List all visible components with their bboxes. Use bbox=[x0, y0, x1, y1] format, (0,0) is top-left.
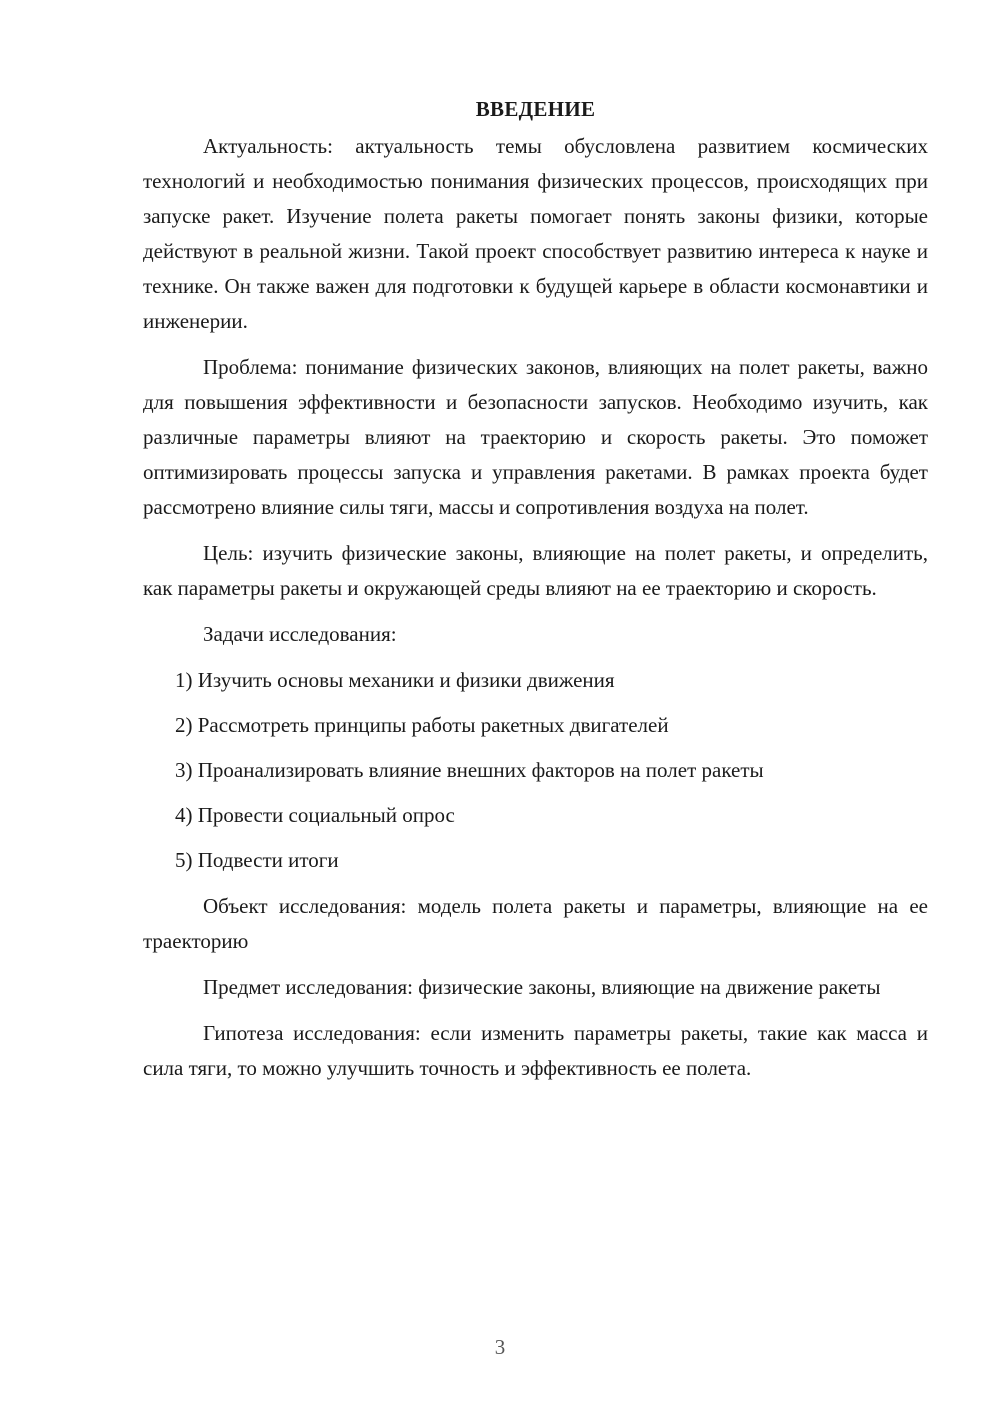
task-item-4: 4) Провести социальный опрос bbox=[175, 803, 455, 827]
task-item-3: 3) Проанализировать влияние внешних факторов на полет ракеты bbox=[175, 758, 764, 782]
task-item-5: 5) Подвести итоги bbox=[175, 848, 339, 872]
subject-paragraph: Предмет исследования: физические законы, влияющие на движение ракеты bbox=[203, 975, 881, 999]
page-title: ВВЕДЕНИЕ bbox=[475, 97, 596, 121]
tasks-list bbox=[143, 663, 928, 878]
page-content bbox=[143, 92, 928, 1097]
task-item-2: 2) Рассмотреть принципы работы ракетных двигателей bbox=[175, 713, 669, 737]
problem-paragraph: Проблема: понимание физических законов, влияющих на полет ракеты, важно для повышения эффективности и безопасности запусков. Необходимо изучить, как различные параметры влияют на траекторию и скорость ракеты. Это поможет оптимизировать процессы запуска и управления ракетами. В рамках проекта будет рассмотрено влияние силы тяги, массы и сопротивления воздуха на полет. bbox=[143, 355, 928, 519]
goal-paragraph: Цель: изучить физические законы, влияющие на полет ракеты, и определить, как параметры ракеты и окружающей среды влияют на ее траекторию и скорость. bbox=[143, 541, 928, 600]
relevance-paragraph: Актуальность: актуальность темы обусловлена развитием космических технологий и необходимостью понимания физических процессов, происходящих при запуске ракет. Изучение полета ракеты помогает понять законы физики, которые действуют в реальной жизни. Такой проект способствует развитию интереса к науке и технике. Он также важен для подготовки к будущей карьере в области космонавтики и инженерии. bbox=[143, 134, 928, 333]
page-number: 3 bbox=[494, 1335, 506, 1359]
tasks-heading: Задачи исследования: bbox=[203, 622, 397, 646]
object-paragraph: Объект исследования: модель полета ракеты и параметры, влияющие на ее траекторию bbox=[143, 894, 928, 953]
task-item-1: 1) Изучить основы механики и физики движения bbox=[175, 668, 615, 692]
hypothesis-paragraph: Гипотеза исследования: если изменить параметры ракеты, такие как масса и сила тяги, то можно улучшить точность и эффективность ее полета. bbox=[143, 1021, 928, 1080]
